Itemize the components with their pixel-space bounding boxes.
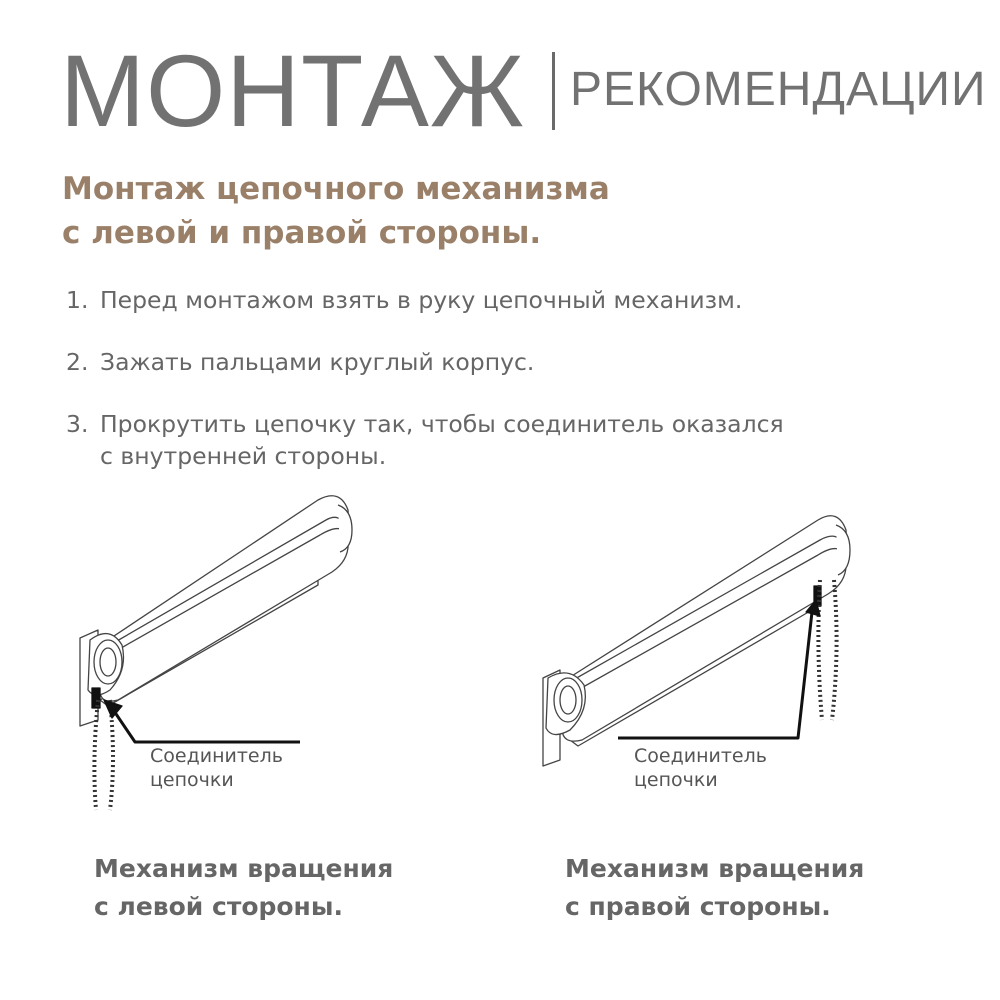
section-heading (62, 167, 762, 255)
right-mechanism-caption (565, 850, 864, 926)
left-caption-line-1: Механизм вращения (94, 854, 394, 883)
step-text-continuation: с внутренней стороны. (100, 442, 387, 470)
page-subtitle: РЕКОМЕНДАЦИИ (570, 63, 987, 116)
left-connector-label (150, 744, 283, 792)
section-heading-line-2: с левой и правой стороны. (62, 215, 542, 251)
right-caption-line-2: с правой стороны. (565, 892, 831, 921)
instruction-step (66, 346, 534, 378)
right-caption-line-1: Механизм вращения (565, 854, 865, 883)
instruction-step (66, 408, 784, 472)
left-mechanism-caption (94, 850, 393, 926)
right-roller-blind-illustration (543, 516, 850, 766)
step-number: 2. (66, 348, 89, 376)
right-connector-label (634, 744, 767, 792)
left-callout-line-2: цепочки (150, 769, 234, 791)
title-divider (552, 52, 555, 130)
page-title: МОНТАЖ (60, 34, 526, 148)
right-callout-line-2: цепочки (634, 769, 718, 791)
step-text: Прокрутить цепочку так, чтобы соединитель оказался (100, 410, 784, 438)
left-caption-line-2: с левой стороны. (94, 892, 343, 921)
step-number: 1. (66, 286, 89, 314)
section-heading-line-1: Монтаж цепочного механизма (62, 171, 610, 207)
step-text: Зажать пальцами круглый корпус. (100, 348, 535, 376)
left-callout-line-1: Соединитель (150, 745, 283, 767)
instruction-step (66, 284, 742, 316)
step-text: Перед монтажом взять в руку цепочный механизм. (100, 286, 743, 314)
right-callout-line-1: Соединитель (634, 745, 767, 767)
step-number: 3. (66, 410, 89, 438)
